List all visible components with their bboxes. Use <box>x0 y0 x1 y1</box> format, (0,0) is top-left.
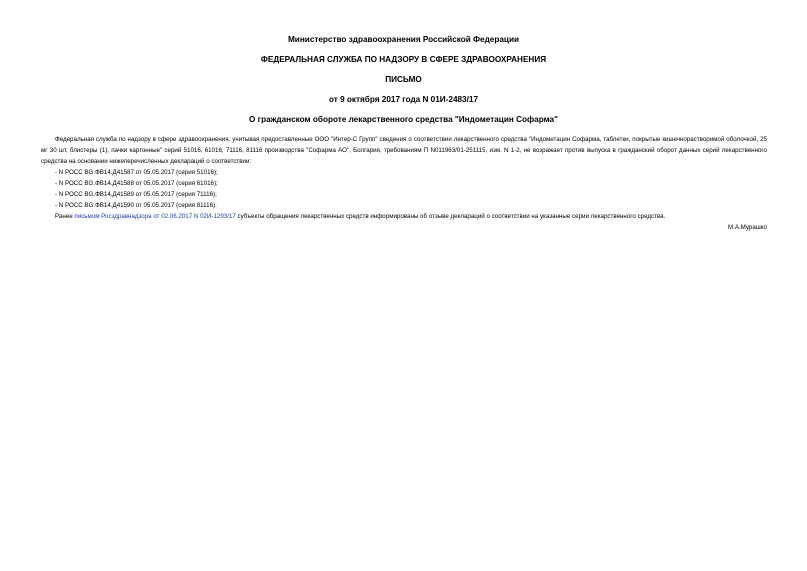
paragraph-previous-text-end: субъекты обращения лекарственных средств информированы об отзыве деклараций о соответствии на указанные серии лекарственного средства. <box>235 213 666 220</box>
declaration-item: - N РОСС BG.ФВ14.Д41589 от 05.05.2017 (серия 71116); <box>55 191 217 198</box>
previous-letter-link[interactable]: письмом Росздравнадзора от 02.06.2017 N 02И-1293/17 <box>74 213 236 220</box>
paragraph-main: Федеральная служба по надзору в сфере здравоохранения, учитывая предоставленные ООО "Интер-С Групп" сведения о соответствии лекарственного средства "Индометацин Софарма, таблетки, покрытые кишечнорастворимой оболочкой, 25 мг 30 шт, блистеры (1), пачки картонные" серий 51016, 61016, 71116, 81116 производства "Софарма АО", Болгария, требованиям П N011963/01-251115, изм. N 1-2, не возражает против выпуска в гражданский оборот данных серий лекарственного средства на основании нижеперечисленных деклараций о соответствии: <box>41 136 767 165</box>
document-body <box>41 134 767 233</box>
ministry-heading: Министерство здравоохранения Российской Федерации <box>287 35 520 44</box>
paragraph-previous-text-start: Ранее <box>55 213 75 220</box>
signature: М.А.Мурашко <box>727 224 767 231</box>
declaration-item: - N РОСС BG.ФВ14.Д41588 от 05.05.2017 (серия 61016); <box>55 180 218 187</box>
declarations-list <box>41 167 767 211</box>
declaration-item: - N РОСС BG.ФВ14.Д41587 от 05.05.2017 (серия 51016); <box>55 169 218 176</box>
paragraph-previous-letter <box>41 211 767 222</box>
date-number-heading: от 9 октября 2017 года N 01И-2483/17 <box>328 95 478 104</box>
document-type-heading: ПИСЬМО <box>385 75 422 84</box>
subject-heading: О гражданском обороте лекарственного средства "Индометацин Софарма" <box>249 115 558 124</box>
declaration-item: - N РОСС BG.ФВ14.Д41590 от 05.05.2017 (серия 81116). <box>55 202 217 209</box>
service-heading: ФЕДЕРАЛЬНАЯ СЛУЖБА ПО НАДЗОРУ В СФЕРЕ ЗДРАВООХРАНЕНИЯ <box>260 55 547 64</box>
